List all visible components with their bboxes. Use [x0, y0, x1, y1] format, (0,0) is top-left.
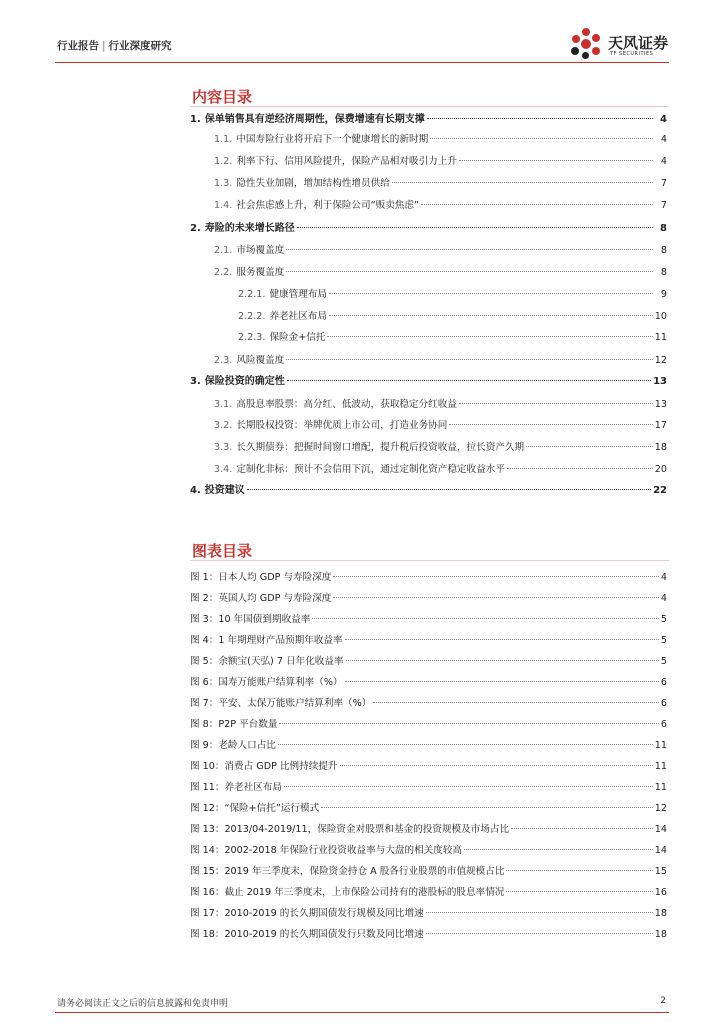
toc-entry[interactable] [190, 440, 667, 456]
toc-entry-title: 保险金+信托 [269, 332, 326, 343]
logo-mark-icon [568, 26, 604, 62]
figure-entry-label: 图 10： [190, 761, 225, 772]
figure-entry-label: 图 12： [190, 803, 225, 814]
figure-entry[interactable] [190, 906, 667, 922]
toc-title: 内容目录 [192, 88, 253, 106]
toc-entry-page: 17 [654, 420, 667, 431]
figures-title-divider [190, 560, 669, 561]
figure-entry[interactable] [190, 696, 667, 712]
figure-entry[interactable] [190, 738, 667, 754]
toc-entry[interactable] [190, 374, 667, 390]
figure-entry-label: 图 4： [190, 635, 219, 646]
figure-entry-title: 老龄人口占比 [218, 740, 276, 751]
figure-leader-dots [506, 891, 652, 892]
toc-entry-page: 4 [660, 114, 667, 125]
toc-entry-number: 3.3. [214, 442, 233, 453]
figure-entry-page: 12 [654, 803, 667, 814]
figure-entry-page: 4 [660, 593, 667, 604]
figure-entry-label: 图 3： [190, 614, 219, 625]
toc-entry-page: 10 [654, 311, 667, 322]
figure-entry[interactable] [190, 591, 667, 607]
figure-entry[interactable] [190, 885, 667, 901]
toc-entry[interactable] [190, 397, 667, 413]
toc-entry-page: 13 [653, 376, 667, 387]
toc-entry-number: 2.2. [214, 267, 233, 278]
toc-entry-page: 20 [654, 464, 667, 475]
figure-entry-title: 日本人均 GDP 与寿险深度 [218, 572, 332, 583]
logo-name-cn: 天风证券 [608, 34, 669, 52]
toc-entry[interactable] [190, 243, 667, 259]
figure-entry[interactable] [190, 570, 667, 586]
figure-entry-title: 余额宝(天弘) 7 日年化收益率 [218, 656, 344, 667]
toc-entry-page: 7 [660, 178, 667, 189]
figure-entry-page: 5 [660, 614, 667, 625]
toc-entry-title: 养老社区布局 [269, 311, 328, 322]
figure-entry-page: 5 [660, 635, 667, 646]
toc-entry-title: 长久期债券：把握时间窗口增配，提升税后投资收益，拉长资产久期 [236, 442, 525, 453]
figure-entry-label: 图 13： [190, 824, 225, 835]
figure-leader-dots [506, 870, 652, 871]
toc-entry-title: 定制化非标：预计不会信用下沉，通过定制化资产稳定收益水平 [236, 464, 505, 475]
figure-entry-page: 11 [654, 740, 667, 751]
figure-entry-title: 2010-2019 的长久期国债发行规模及同比增速 [224, 908, 424, 919]
figure-leader-dots [373, 702, 659, 703]
toc-entry-title: 风险覆盖度 [236, 355, 285, 366]
figure-entry-page: 11 [654, 761, 667, 772]
toc-entry-page: 9 [660, 289, 667, 300]
figure-entry[interactable] [190, 654, 667, 670]
figure-entry-page: 6 [660, 677, 667, 688]
logo-name-en: TF SECURITIES [610, 51, 654, 57]
toc-entry-number: 2.1. [214, 245, 233, 256]
toc-entry-page: 12 [654, 355, 667, 366]
figure-entry-title: 2002-2018 年保险行业投资收益率与大盘的相关度较高 [224, 845, 463, 856]
toc-leader-dots [329, 293, 653, 294]
figure-entry-page: 14 [654, 845, 667, 856]
figure-entry-label: 图 15： [190, 866, 225, 877]
figure-entry-title: “保险+信托”运行模式 [224, 803, 320, 814]
figure-entry[interactable] [190, 801, 667, 817]
figure-entry[interactable] [190, 612, 667, 628]
toc-leader-dots [247, 489, 651, 490]
toc-leader-dots [286, 249, 653, 250]
toc-leader-dots [327, 336, 652, 337]
toc-entry[interactable] [190, 154, 667, 170]
toc-entry-page: 13 [654, 399, 667, 410]
figure-entry-label: 图 11： [190, 782, 225, 793]
toc-entry[interactable] [190, 353, 667, 369]
toc-entry[interactable] [190, 221, 667, 237]
toc-entry[interactable] [190, 330, 667, 346]
toc-entry-number: 2.2.2. [238, 311, 266, 322]
company-logo [568, 26, 680, 62]
toc-entry-title: 社会焦虑感上升，利于保险公司“贩卖焦虑” [236, 200, 419, 211]
header-divider [55, 62, 669, 63]
toc-entry-number: 1.3. [214, 178, 233, 189]
figure-leader-dots [278, 744, 653, 745]
figure-entry-title: 养老社区布局 [224, 782, 283, 793]
toc-leader-dots [526, 446, 653, 447]
figure-entry-page: 11 [654, 782, 667, 793]
toc-entry-title: 投资建议 [204, 485, 245, 496]
toc-entry-number: 3.4. [214, 464, 233, 475]
toc-entry-page: 8 [660, 245, 667, 256]
figure-leader-dots [279, 723, 658, 724]
toc-leader-dots [287, 380, 651, 381]
figure-entry[interactable] [190, 864, 667, 880]
toc-entry-page: 7 [660, 200, 667, 211]
figure-leader-dots [333, 597, 658, 598]
figure-entry-page: 4 [660, 572, 667, 583]
figure-entry[interactable] [190, 633, 667, 649]
figure-leader-dots [345, 639, 659, 640]
figure-entry-title: P2P 平台数量 [218, 719, 278, 730]
figure-entry-label: 图 8： [190, 719, 219, 730]
figure-entry-label: 图 18： [190, 929, 225, 940]
toc-title-divider [190, 106, 669, 107]
figure-entry-page: 6 [660, 698, 667, 709]
figure-entry-page: 15 [654, 866, 667, 877]
figure-entry[interactable] [190, 822, 667, 838]
figure-entry-title: 英国人均 GDP 与寿险深度 [218, 593, 332, 604]
figure-entry-label: 图 6： [190, 677, 219, 688]
figure-entry-title: 2019 年三季度末，保险资金持仓 A 股各行业股票的市值规模占比 [224, 866, 505, 877]
toc-entry-title: 寿险的未来增长路径 [204, 223, 295, 234]
figure-entry-title: 10 年国债到期收益率 [218, 614, 311, 625]
figure-entry[interactable] [190, 843, 667, 859]
toc-entry-number: 4. [190, 485, 201, 496]
toc-leader-dots [392, 182, 653, 183]
figure-entry-title: 1 年期理财产品预期年收益率 [218, 635, 343, 646]
figure-entry-label: 图 16： [190, 887, 225, 898]
report-subcategory: 行业深度研究 [108, 40, 172, 52]
figure-leader-dots [321, 807, 653, 808]
footer-divider [55, 1012, 669, 1013]
figure-leader-dots [426, 933, 653, 934]
figure-entry-title: 消费占 GDP 比例持续提升 [224, 761, 338, 772]
header-separator: | [102, 40, 106, 52]
toc-leader-dots [421, 204, 653, 205]
toc-entry[interactable] [190, 112, 667, 128]
figure-entry-label: 图 2： [190, 593, 219, 604]
toc-entry[interactable] [190, 418, 667, 434]
toc-entry-title: 保险投资的确定性 [204, 376, 285, 387]
figure-leader-dots [426, 912, 653, 913]
toc-leader-dots [459, 403, 653, 404]
figure-entry-label: 图 5： [190, 656, 219, 667]
figure-leader-dots [340, 765, 653, 766]
figure-entry[interactable] [190, 759, 667, 775]
footer-disclaimer: 请务必阅读正文之后的信息披露和免责申明 [57, 999, 229, 1009]
toc-entry-number: 2. [190, 223, 201, 234]
figure-leader-dots [284, 786, 653, 787]
figure-entry-page: 16 [654, 887, 667, 898]
figure-entry-label: 图 9： [190, 740, 219, 751]
toc-entry[interactable] [190, 287, 667, 303]
figure-entry-label: 图 14： [190, 845, 225, 856]
figure-entry-page: 6 [660, 719, 667, 730]
toc-leader-dots [286, 271, 653, 272]
toc-entry-number: 3.1. [214, 399, 233, 410]
toc-entry-number: 1.4. [214, 200, 233, 211]
toc-entry-title: 市场覆盖度 [236, 245, 285, 256]
toc-entry-number: 2.2.1. [238, 289, 266, 300]
toc-leader-dots [297, 227, 653, 228]
toc-entry-title: 利率下行、信用风险提升，保险产品相对吸引力上升 [236, 156, 457, 167]
toc-entry-number: 3. [190, 376, 201, 387]
toc-entry-number: 1. [190, 114, 201, 125]
toc-entry-number: 3.2. [214, 420, 233, 431]
toc-entry[interactable] [190, 483, 667, 499]
report-category: 行业报告 [57, 40, 99, 52]
figure-entry-page: 5 [660, 656, 667, 667]
figure-leader-dots [312, 618, 659, 619]
toc-leader-dots [507, 468, 653, 469]
figure-entry-title: 2010-2019 的长久期国债发行只数及同比增速 [224, 929, 424, 940]
toc-entry-number: 2.2.3. [238, 332, 266, 343]
figure-leader-dots [333, 576, 658, 577]
footer-page-number: 2 [660, 996, 666, 1006]
figure-entry-label: 图 17： [190, 908, 225, 919]
figure-entry-title: 2013/04-2019/11，保险资金对股票和基金的投资规模及市场占比 [224, 824, 510, 835]
toc-entry-title: 健康管理布局 [269, 289, 328, 300]
toc-entry-title: 高股息率股票：高分红、低波动，获取稳定分红收益 [236, 399, 457, 410]
toc-entry-number: 2.3. [214, 355, 233, 366]
toc-entry-title: 服务覆盖度 [236, 267, 285, 278]
toc-entry[interactable] [190, 198, 667, 214]
toc-leader-dots [449, 424, 652, 425]
toc-leader-dots [286, 359, 653, 360]
toc-entry-page: 18 [654, 442, 667, 453]
toc-entry[interactable] [190, 176, 667, 192]
figure-entry-label: 图 7： [190, 698, 219, 709]
figure-entry[interactable] [190, 675, 667, 691]
toc-entry-number: 1.1. [214, 134, 233, 145]
figure-entry[interactable] [190, 717, 667, 733]
figure-entry[interactable] [190, 780, 667, 796]
toc-entry-title: 长期股权投资：举牌优质上市公司，打造业务协同 [236, 420, 448, 431]
figure-entry-page: 18 [654, 908, 667, 919]
toc-leader-dots [459, 160, 653, 161]
toc-leader-dots [430, 138, 653, 139]
toc-entry-page: 4 [660, 134, 667, 145]
toc-entry[interactable] [190, 265, 667, 281]
toc-entry-title: 中国寿险行业将开启下一个健康增长的新时期 [236, 134, 429, 145]
figure-entry-page: 18 [654, 929, 667, 940]
toc-entry-page: 22 [653, 485, 667, 496]
figure-entry-title: 截止 2019 年三季度末，上市保险公司持有的港股标的股息率情况 [224, 887, 505, 898]
toc-entry[interactable] [190, 132, 667, 148]
toc-entry-number: 1.2. [214, 156, 233, 167]
figure-entry-title: 平安、太保万能账户结算利率（%） [218, 698, 372, 709]
toc-entry-page: 8 [660, 223, 667, 234]
toc-entry[interactable] [190, 309, 667, 325]
toc-leader-dots [329, 315, 653, 316]
figure-entry-page: 14 [654, 824, 667, 835]
report-header [57, 38, 172, 53]
toc-leader-dots [427, 118, 653, 119]
figure-leader-dots [345, 681, 659, 682]
toc-entry-page: 11 [654, 332, 667, 343]
figure-entry[interactable] [190, 927, 667, 943]
figure-leader-dots [464, 849, 653, 850]
figure-entry-title: 国寿万能账户结算利率（%） [218, 677, 343, 688]
figure-leader-dots [511, 828, 653, 829]
figure-leader-dots [346, 660, 659, 661]
toc-entry-page: 4 [660, 156, 667, 167]
figure-entry-label: 图 1： [190, 572, 219, 583]
toc-entry-title: 保单销售具有逆经济周期性，保费增速有长期支撑 [204, 114, 425, 125]
figures-title: 图表目录 [192, 542, 253, 560]
toc-entry[interactable] [190, 462, 667, 478]
toc-entry-title: 隐性失业加剧，增加结构性增员供给 [236, 178, 390, 189]
toc-entry-page: 8 [660, 267, 667, 278]
